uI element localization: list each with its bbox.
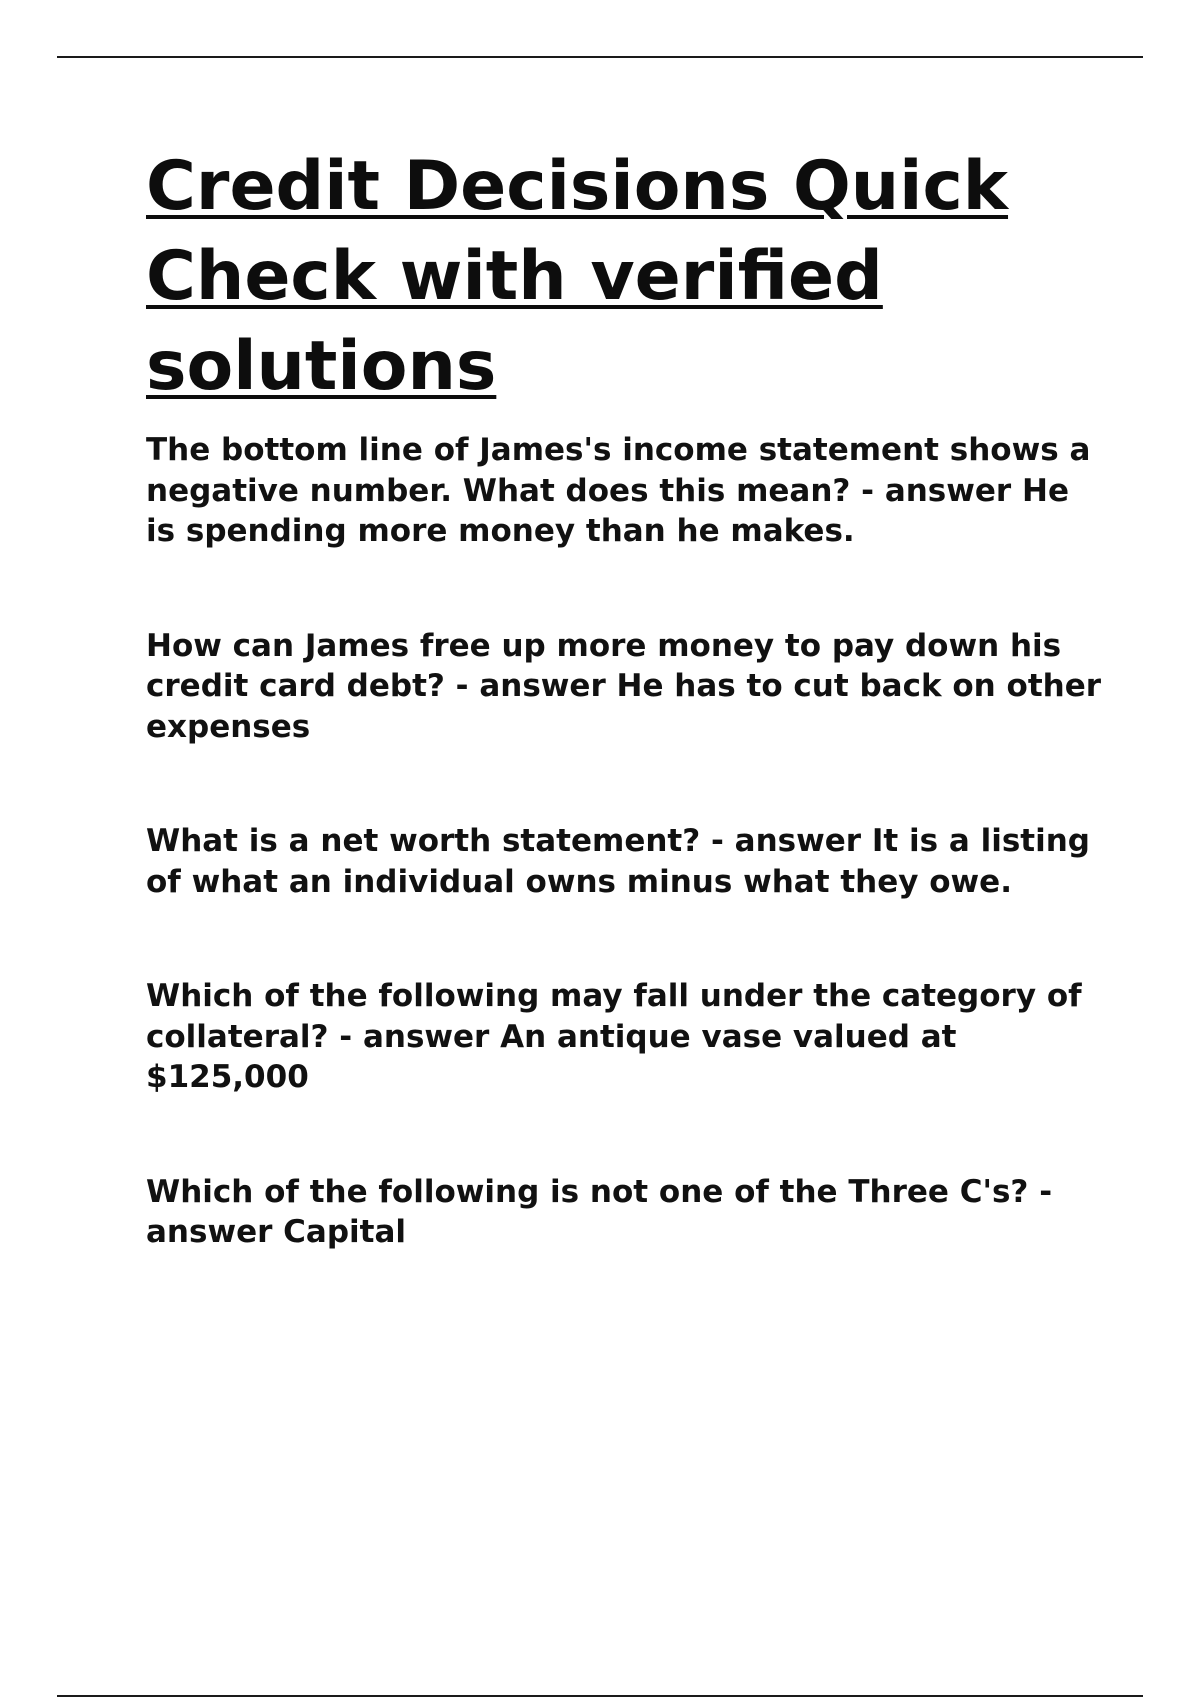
document-body [146, 142, 1106, 1327]
document-title: Credit Decisions Quick Check with verified solutions [146, 147, 1009, 406]
qa-item: How can James free up more money to pay down his credit card debt? - answer He has to cut back on other expenses [146, 627, 1102, 745]
qa-item: What is a net worth statement? - answer It is a listing of what an individual owns minus what they owe. [146, 823, 1090, 900]
qa-item: Which of the following may fall under the category of collateral? - answer An antique vase valued at $125,000 [146, 978, 1082, 1095]
qa-item: The bottom line of James's income statement shows a negative number. What does this mean? - answer He is spending more money than he makes. [146, 432, 1091, 549]
qa-item: Which of the following is not one of the Three C's? - answer Capital [146, 1173, 1053, 1250]
bottom-divider [57, 1695, 1143, 1697]
qa-list [146, 430, 1106, 1253]
top-divider [57, 56, 1143, 58]
